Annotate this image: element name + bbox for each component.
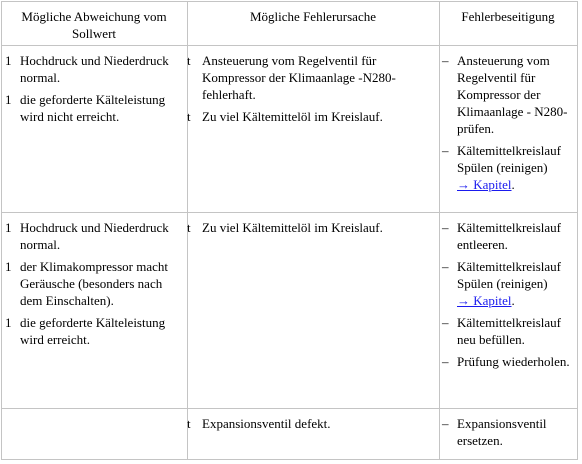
list-item: 1 Hochdruck und Niederdruck normal.: [5, 220, 169, 252]
row3-cause: [187, 415, 433, 432]
table-border-right: [577, 1, 578, 460]
header-deviation: Mögliche Abweichung vom Sollwert: [21, 9, 167, 41]
list-item: t Zu viel Kältemittelöl im Kreislauf.: [187, 220, 383, 235]
list-item: – Expansionsventil ersetzen.: [442, 416, 547, 448]
list-item: 1 die geforderte Kälteleistung wird nicht erreicht.: [5, 92, 166, 124]
dash-marker: –: [442, 354, 449, 369]
bullet-marker: 1: [5, 315, 12, 330]
dash-marker: –: [442, 315, 449, 330]
dash-marker: –: [442, 416, 449, 431]
list-item: – Prüfung wiederholen.: [442, 354, 570, 369]
bullet-marker: 1: [5, 53, 12, 68]
row1-cause: [187, 52, 433, 125]
bullet-marker: 1: [5, 92, 12, 107]
bullet-marker: 1: [5, 220, 12, 235]
row1-remedy: [442, 52, 576, 193]
row2-deviation: [5, 219, 180, 348]
bullet-marker: t: [187, 53, 191, 68]
list-item: 1 der Klimakompressor macht Geräusche (besonders nach dem Einschalten).: [5, 259, 169, 308]
row-divider: [1, 408, 578, 409]
chapter-link[interactable]: → Kapitel: [457, 177, 512, 192]
list-item: – Kältemittelkreislauf entleeren.: [442, 220, 561, 252]
bullet-marker: t: [187, 109, 191, 124]
dash-marker: –: [442, 220, 449, 235]
list-item: – Kältemittelkreislauf Spülen (reinigen) → Kapitel.: [442, 143, 561, 192]
list-item: t Expansionsventil defekt.: [187, 416, 331, 431]
bullet-marker: t: [187, 220, 191, 235]
dash-marker: –: [442, 143, 449, 158]
chapter-link[interactable]: → Kapitel: [457, 293, 512, 308]
table-border-bottom: [1, 459, 578, 460]
list-item: 1 die geforderte Kälteleistung wird erreicht.: [5, 315, 166, 347]
row3-remedy: [442, 415, 576, 449]
header-remedy: Fehlerbeseitigung: [461, 9, 555, 24]
list-item: – Kältemittelkreislauf neu befüllen.: [442, 315, 561, 347]
row2-cause: [187, 219, 433, 236]
dash-marker: –: [442, 259, 449, 274]
list-item: – Ansteuerung vom Regelventil für Kompressor der Klimaanlage - N280- prüfen.: [442, 53, 568, 136]
list-item: – Kältemittelkreislauf Spülen (reinigen) → Kapitel.: [442, 259, 561, 308]
table-border-top: [1, 1, 578, 2]
fault-table: [1, 1, 578, 460]
row1-deviation: [5, 52, 180, 125]
row2-remedy: [442, 219, 576, 370]
row-divider: [1, 212, 578, 213]
list-item: t Ansteuerung vom Regelventil für Kompressor der Klimaanlage -N280- fehlerhaft.: [187, 53, 396, 102]
row-divider: [1, 45, 578, 46]
bullet-marker: 1: [5, 259, 12, 274]
bullet-marker: t: [187, 416, 191, 431]
table-border-left: [1, 1, 2, 460]
list-item: t Zu viel Kältemittelöl im Kreislauf.: [187, 109, 383, 124]
header-cause: Mögliche Fehlerursache: [250, 9, 376, 24]
dash-marker: –: [442, 53, 449, 68]
list-item: 1 Hochdruck und Niederdruck normal.: [5, 53, 169, 85]
column-divider: [439, 1, 440, 460]
